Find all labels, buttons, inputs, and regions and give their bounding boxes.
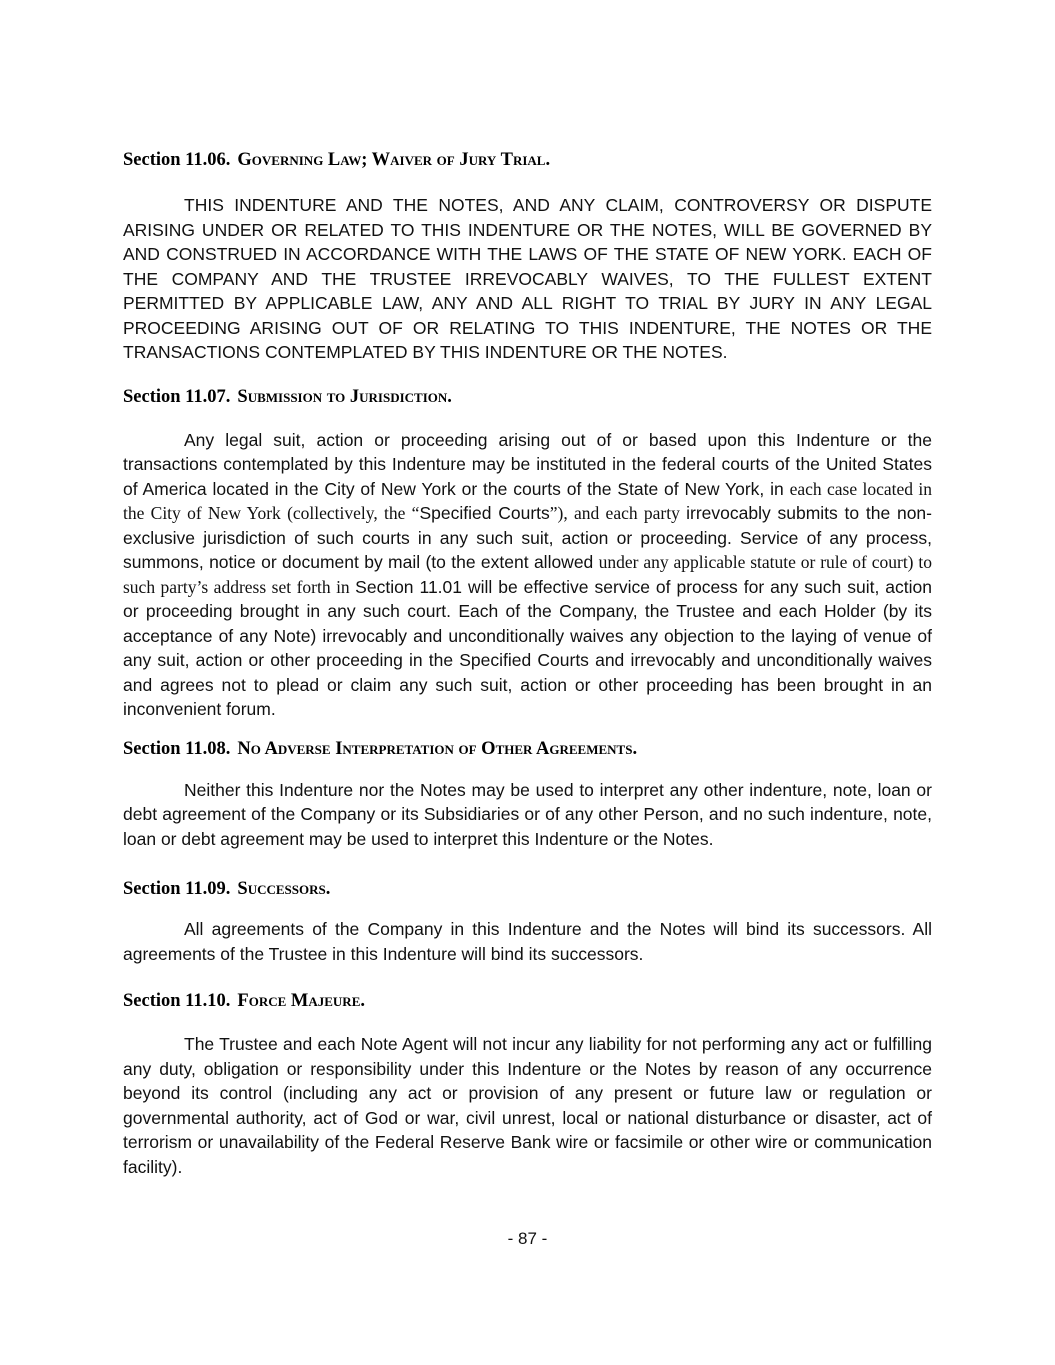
section-heading — [123, 877, 932, 901]
section-number: Section 11.06. — [123, 150, 231, 170]
section-title: Submission to Jurisdiction. — [237, 386, 452, 407]
section-11-08 — [123, 737, 932, 852]
section-title: Governing Law; Waiver of Jury Trial. — [237, 150, 551, 170]
section-11-10 — [123, 989, 932, 1179]
section-title: No Adverse Interpretation of Other Agreements. — [237, 738, 638, 759]
section-number: Section 11.08. — [123, 738, 231, 759]
section-title: Force Majeure. — [237, 991, 365, 1011]
document-content — [123, 0, 932, 1249]
section-paragraph: THIS INDENTURE AND THE NOTES, AND ANY CLAIM, CONTROVERSY OR DISPUTE ARISING UNDER OR RELATED TO THIS INDENTURE OR THE NOTES, WILL BE GOVERNED BY AND CONSTRUED IN ACCORDANCE WITH THE LAWS OF THE STATE OF NEW YORK. EACH OF THE COMPANY AND THE TRUSTEE IRREVOCABLY WAIVES, TO THE FULLEST EXTENT PERMITTED BY APPLICABLE LAW, ANY AND ALL RIGHT TO TRIAL BY JURY IN ANY LEGAL PROCEEDING ARISING OUT OF OR RELATING TO THIS INDENTURE, THE NOTES OR THE TRANSACTIONS CONTEMPLATED BY THIS INDENTURE OR THE NOTES. — [123, 195, 932, 362]
section-paragraph: The Trustee and each Note Agent will not incur any liability for not performing any act or fulfilling any duty, obligation or responsibility under this Indenture or the Notes by reason of any occurrence beyond its control (including any act or provision of any present or future law or regulation or governmental authority, act of God or war, civil unrest, local or national disturbance or disaster, act of terrorism or unavailability of the Federal Reserve Bank wire or facsimile or other wire or communication facility). — [123, 1034, 932, 1177]
section-11-07 — [123, 385, 932, 722]
section-title: Successors. — [237, 879, 331, 899]
section-11-09 — [123, 877, 932, 966]
section-11-06 — [123, 148, 932, 365]
section-paragraph: Any legal suit, action or proceeding arising out of or based upon this Indenture or the transactions contemplated by this Indenture may be instituted in the federal courts of the United States of America located in the City of New York or the courts of the State of New York, in each case located in the City of New York (collectively, the “Specified Courts”), and each party irrevocably submits to the non-exclusive jurisdiction of such courts in any such suit, action or proceeding. Service of any process, summons, notice or document by mail (to the extent allowed under any applicable statute or rule of court) to such party’s address set forth in Section 11.01 will be effective service of process for any such suit, action or proceeding brought in any such court. Each of the Company, the Trustee and each Holder (by its acceptance of any Note) irrevocably and unconditionally waives any objection to the laying of venue of any suit, action or other proceeding in the Specified Courts and irrevocably and unconditionally waives and agrees not to plead or claim any such suit, action or other proceeding has been brought in an inconvenient forum. — [123, 429, 933, 719]
section-heading — [123, 989, 932, 1013]
section-number: Section 11.09. — [123, 879, 231, 899]
section-paragraph: Neither this Indenture nor the Notes may be used to interpret any other indenture, note, loan or debt agreement of the Company or its Subsidiaries or of any other Person, and no such indenture, note, loan or debt agreement may be used to interpret this Indenture or the Notes. — [123, 779, 932, 849]
section-number: Section 11.07. — [123, 386, 231, 407]
section-heading — [123, 737, 932, 761]
section-heading — [123, 385, 932, 409]
section-paragraph: All agreements of the Company in this Indenture and the Notes will bind its successors. All agreements of the Trustee in this Indenture will bind its successors. — [123, 919, 932, 964]
section-number: Section 11.10. — [123, 991, 231, 1011]
page-number: - 87 - — [507, 1229, 548, 1248]
section-heading — [123, 148, 932, 172]
